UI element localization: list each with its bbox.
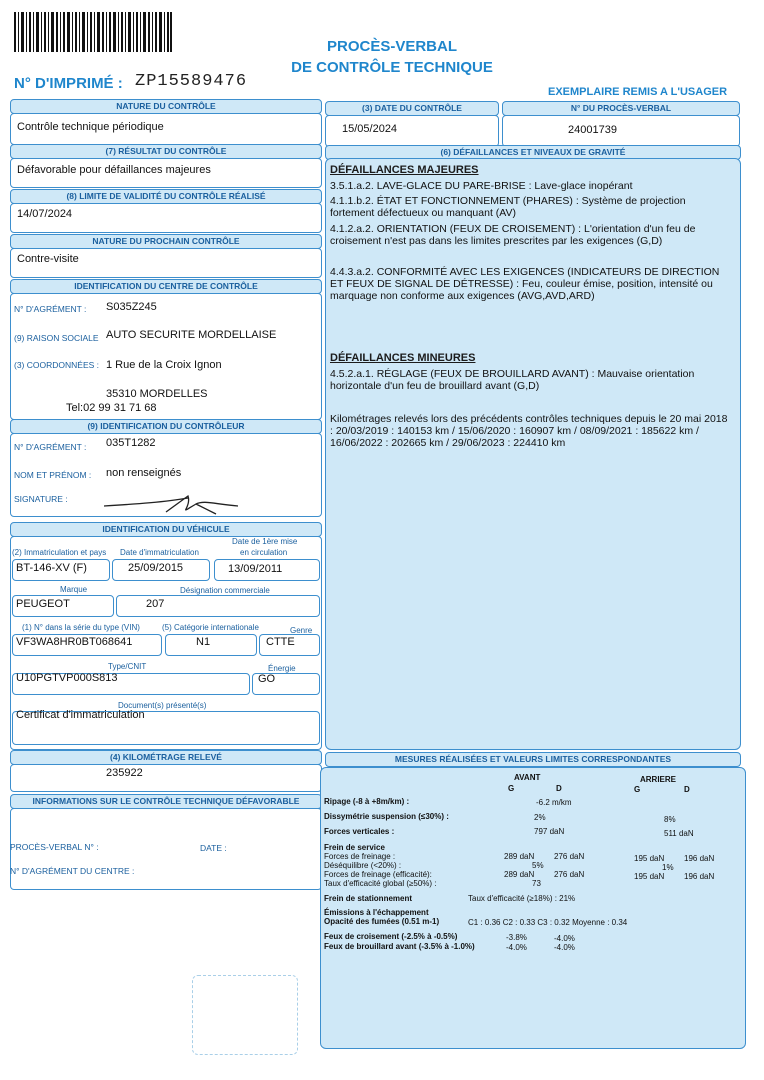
controleur-nom-value: non renseignés	[106, 467, 182, 479]
frein-stat-label: Frein de stationnement	[324, 894, 413, 903]
majeure-item: 3.5.1.a.2. LAVE-GLACE DU PARE-BRISE : Lave-glace inopérant	[330, 180, 633, 192]
majeures-title: DÉFAILLANCES MAJEURES	[330, 164, 479, 176]
fe-av-d: 276 daN	[554, 870, 585, 879]
centre-agrement-value: S035Z245	[106, 301, 157, 313]
date-immat-label: Date d'immatriculation	[120, 548, 199, 557]
dissym-ar: 8%	[664, 815, 676, 824]
marque-label: Marque	[60, 585, 88, 594]
deseq-ar: 1%	[662, 863, 674, 872]
limite-header: (8) LIMITE DE VALIDITÉ DU CONTRÔLE RÉALISÉ	[10, 189, 322, 204]
brouillard-label: Feux de brouillard avant (-3.5% à -1.0%)	[324, 942, 475, 951]
croisement-label: Feux de croisement (-2.5% à -0.5%)	[324, 932, 458, 941]
taux-global-value: 73	[532, 879, 541, 888]
km-history: Kilométrages relevés lors des précédents contrôles techniques depuis le 20 mai 2018 : 20/03/2019 : 140153 km / 15/06/2020 : 160907 km / 08/09/2021 : 185622 km / 16/06/2022 : 202665 km / 29/06/2023 : 224410 km	[330, 413, 728, 450]
brouillard-d: -4.0%	[554, 943, 575, 952]
defaillances-header: (6) DÉFAILLANCES ET NIVEAUX DE GRAVITÉ	[325, 145, 741, 160]
barcode	[14, 12, 172, 52]
vehicule-header: IDENTIFICATION DU VÉHICULE	[10, 522, 322, 537]
genre-value: CTTE	[266, 636, 295, 648]
ff-av-d: 276 daN	[554, 852, 585, 861]
centre-agrement-label: N° D'AGRÉMENT :	[14, 304, 87, 314]
opacite-label: Opacité des fumées (0.51 m-1)	[324, 917, 440, 926]
centre-tel: Tel:02 99 31 71 68	[66, 402, 157, 414]
infos-defavorable-header: INFORMATIONS SUR LE CONTRÔLE TECHNIQUE DÉFAVORABLE	[10, 794, 322, 809]
num-pv-box	[502, 115, 740, 147]
deseq-av: 5%	[532, 861, 544, 870]
exemplaire-label: EXEMPLAIRE REMIS A L'USAGER	[548, 86, 728, 98]
fe-ar-d: 196 daN	[684, 872, 715, 881]
premiere-label-a: Date de 1ère mise	[232, 537, 298, 546]
categorie-label: (5) Catégorie internationale	[162, 623, 259, 632]
dissym-label: Dissymétrie suspension (≤30%) :	[324, 812, 449, 821]
infos-pv-label: PROCÈS-VERBAL N° :	[10, 842, 99, 852]
centre-address1: 1 Rue de la Croix Ignon	[106, 359, 222, 371]
kilometrage-header: (4) KILOMÉTRAGE RELEVÉ	[10, 750, 322, 765]
num-pv-header: N° DU PROCÈS-VERBAL	[502, 101, 740, 116]
taux-global-label: Taux d'efficacité global (≥50%) :	[324, 879, 437, 888]
majeure-item: 4.4.3.a.2. CONFORMITÉ AVEC LES EXIGENCES (INDICATEURS DE DIRECTION ET FEUX DE SIGNAL DE DÉTRESSE) : Feu, couleur émise, position, intensité ou marquage non conforme aux exigences (AVG,AVD,ARD)	[330, 266, 720, 303]
mineures-title: DÉFAILLANCES MINEURES	[330, 352, 476, 364]
majeure-item: 4.1.1.b.2. ÉTAT ET FONCTIONNEMENT (PHARES) : Système de projection fortement défectueux ou manquant (AV)	[330, 195, 686, 220]
genre-label: Genre	[290, 626, 313, 635]
doc-title-line1: PROCÈS-VERBAL	[326, 38, 457, 55]
frein-stat-value: Taux d'efficacité (≥18%) : 21%	[468, 894, 576, 903]
forces-eff-label: Forces de freinage (efficacité):	[324, 870, 432, 879]
centre-address2: 35310 MORDELLES	[106, 388, 208, 400]
avant-d-label: D	[556, 784, 562, 793]
controleur-nom-label: NOM ET PRÉNOM :	[14, 470, 92, 480]
date-immat-value: 25/09/2015	[128, 562, 184, 574]
ripage-value: -6.2 m/km	[536, 798, 572, 807]
infos-agrement-label: N° D'AGRÉMENT DU CENTRE :	[10, 866, 135, 876]
prochain-header: NATURE DU PROCHAIN CONTRÔLE	[10, 234, 322, 249]
opacite-value: C1 : 0.36 C2 : 0.33 C3 : 0.32 Moyenne : 0.34	[468, 918, 628, 927]
resultat-header: (7) RÉSULTAT DU CONTRÔLE	[10, 144, 322, 159]
vin-label: (1) N° dans la série du type (VIN)	[22, 623, 140, 632]
barcode-graphic	[14, 12, 172, 52]
kilometrage-box	[10, 764, 322, 792]
nature-controle-value: Contrôle technique périodique	[17, 121, 164, 133]
energie-label: Énergie	[268, 664, 296, 673]
centre-header: IDENTIFICATION DU CENTRE DE CONTRÔLE	[10, 279, 322, 294]
energie-value: GO	[258, 673, 276, 685]
forces-freinage-label: Forces de freinage :	[324, 852, 396, 861]
num-pv-value: 24001739	[568, 124, 617, 136]
centre-coord-label: (3) COORDONNÉES :	[14, 360, 100, 370]
mesures-header: MESURES RÉALISÉES ET VALEURS LIMITES CORRESPONDANTES	[325, 752, 741, 767]
forces-vert-ar: 511 daN	[664, 829, 694, 838]
forces-vert-label: Forces verticales :	[324, 827, 395, 836]
prochain-value: Contre-visite	[17, 253, 79, 265]
signature-scribble	[96, 484, 246, 524]
arriere-label: ARRIERE	[640, 775, 677, 784]
limite-value: 14/07/2024	[17, 208, 73, 220]
centre-raison-value: AUTO SECURITE MORDELLAISE	[106, 329, 277, 341]
centre-raison-label: (9) RAISON SOCIALE	[14, 333, 99, 343]
vin-value: VF3WA8HR0BT068641	[16, 636, 133, 648]
majeure-item: 4.1.2.a.2. ORIENTATION (FEUX DE CROISEMENT) : L'orientation d'un feu de croisement n'est pas dans les limites prescrites par les exigences (G,D)	[330, 223, 696, 248]
desequilibre-label: Déséquilibre (<20%) :	[324, 861, 402, 870]
controleur-header: (9) IDENTIFICATION DU CONTRÔLEUR	[10, 419, 322, 434]
croisement-d: -4.0%	[554, 934, 575, 943]
type-value: U10PGTVP000S813	[16, 672, 118, 684]
emissions-label: Émissions à l'échappement	[324, 908, 429, 917]
immat-value: BT-146-XV (F)	[16, 562, 87, 574]
controleur-agrement-value: 035T1282	[106, 437, 156, 449]
imprime-value: ZP15589476	[135, 72, 248, 91]
categorie-value: N1	[196, 636, 211, 648]
categorie-field	[165, 634, 257, 656]
type-label: Type/CNIT	[108, 662, 147, 671]
fe-ar-g: 195 daN	[634, 872, 665, 881]
mineure-item: 4.5.2.a.1. RÉGLAGE (FEUX DE BROUILLARD AVANT) : Mauvaise orientation horizontale d'un feu de brouillard avant (G,D)	[330, 368, 695, 393]
kilometrage-value: 235922	[106, 767, 143, 779]
designation-value: 207	[146, 598, 165, 610]
controleur-agrement-label: N° D'AGRÉMENT :	[14, 442, 87, 452]
premiere-label-b: en circulation	[240, 548, 288, 557]
avant-label: AVANT	[514, 773, 541, 782]
fe-av-g: 289 daN	[504, 870, 535, 879]
ripage-label: Ripage (-8 à +8m/km) :	[324, 797, 410, 806]
nature-controle-header: NATURE DU CONTRÔLE	[10, 99, 322, 114]
croisement-g: -3.8%	[506, 933, 527, 942]
infos-date-label: DATE :	[200, 843, 227, 853]
marque-value: PEUGEOT	[16, 598, 70, 610]
date-controle-value: 15/05/2024	[342, 123, 398, 135]
docs-label: Document(s) présenté(s)	[118, 701, 207, 710]
premiere-value: 13/09/2011	[228, 563, 283, 575]
arriere-g-label: G	[634, 785, 641, 794]
immat-label: (2) Immatriculation et pays	[12, 548, 107, 557]
date-controle-header: (3) DATE DU CONTRÔLE	[325, 101, 499, 116]
stamp-outline	[192, 975, 298, 1055]
frein-service-label: Frein de service	[324, 843, 385, 852]
designation-label: Désignation commerciale	[180, 586, 270, 595]
brouillard-g: -4.0%	[506, 943, 527, 952]
doc-title-line2: DE CONTRÔLE TECHNIQUE	[291, 59, 493, 76]
docs-value: Certificat d'immatriculation	[16, 709, 145, 721]
avant-g-label: G	[508, 784, 515, 793]
ff-ar-g: 195 daN	[634, 854, 665, 863]
controleur-signature-label: SIGNATURE :	[14, 494, 68, 504]
dissym-av: 2%	[534, 813, 546, 822]
ff-av-g: 289 daN	[504, 852, 535, 861]
resultat-value: Défavorable pour défaillances majeures	[17, 164, 211, 176]
imprime-label: N° D'IMPRIMÉ :	[14, 75, 123, 92]
ff-ar-d: 196 daN	[684, 854, 715, 863]
arriere-d-label: D	[684, 785, 690, 794]
forces-vert-av: 797 daN	[534, 827, 565, 836]
